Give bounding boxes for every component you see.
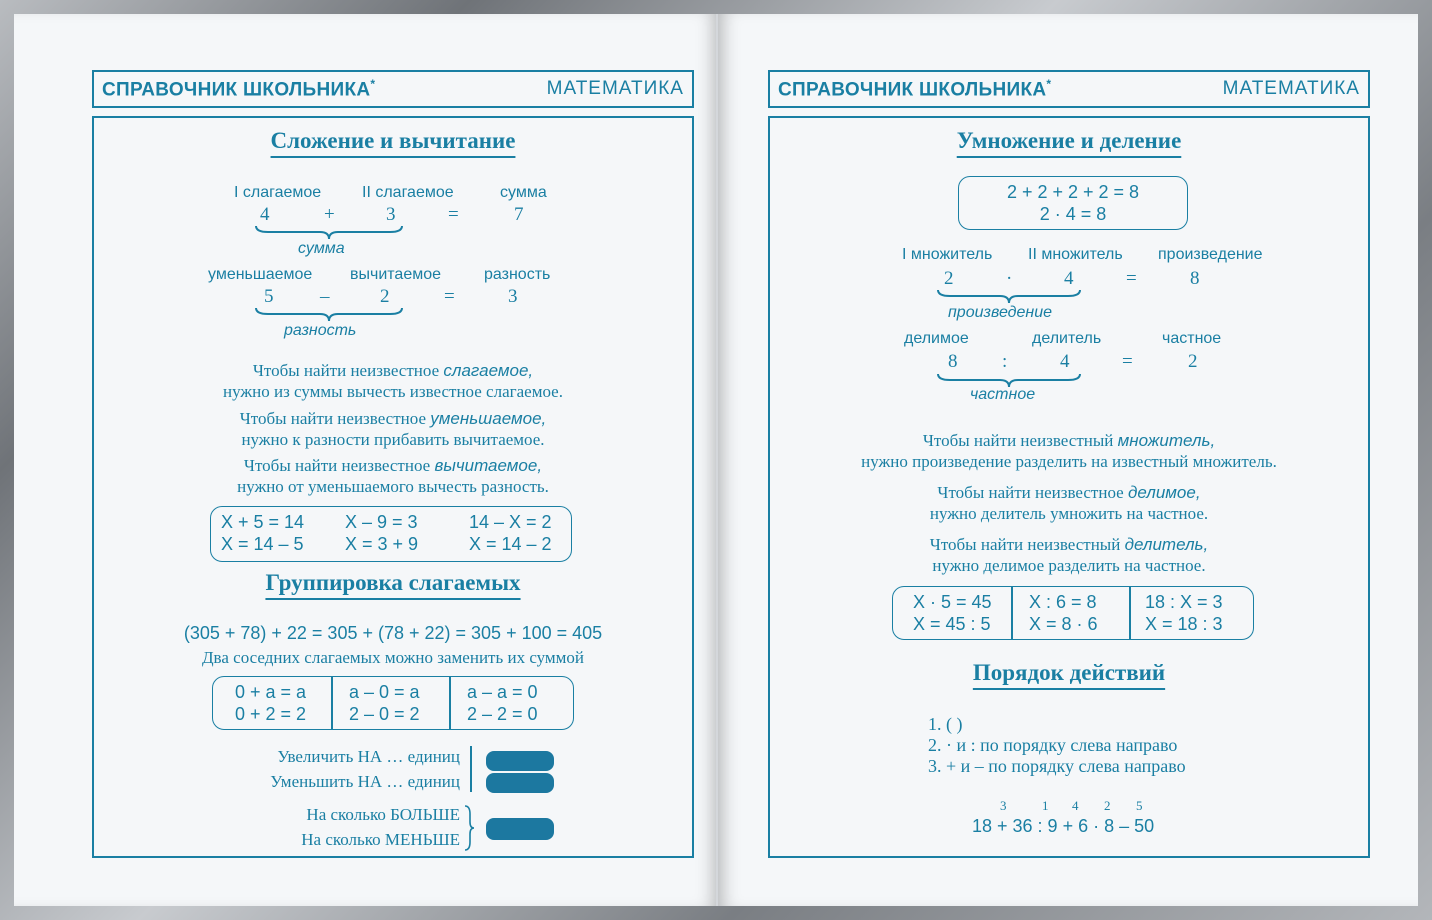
mul-b: 4 <box>1064 268 1074 289</box>
grouping-note: Два соседних слагаемых можно заменить их суммой <box>201 648 585 667</box>
increase-text: Увеличить НА … единиц <box>277 747 460 766</box>
div-example-1: X · 5 = 45 X = 45 : 5 <box>913 592 992 634</box>
order-mark-2: 1 <box>1042 798 1049 813</box>
order-step-3: 3. + и – по порядку слева направо <box>928 756 1186 776</box>
property-1: 0 + a = a 0 + 2 = 2 <box>235 682 307 724</box>
product-brace <box>936 288 1082 304</box>
left-page <box>14 14 718 906</box>
divider <box>331 677 333 729</box>
property-3: a – a = 0 2 – 2 = 0 <box>467 682 538 724</box>
div-example-3: 18 : X = 3 X = 18 : 3 <box>1145 592 1223 634</box>
order-example: 18 + 36 : 9 + 6 · 8 – 50 <box>972 816 1155 836</box>
divisor-label: делитель <box>1032 330 1102 347</box>
left-content-frame <box>92 116 694 858</box>
div-a: 8 <box>948 351 958 372</box>
div-op: : <box>1002 351 1008 372</box>
factor2-label: II множитель <box>1028 246 1123 263</box>
difference-brace-label: разность <box>284 322 357 339</box>
right-page <box>718 14 1418 906</box>
add-b: 3 <box>386 204 396 225</box>
sum-brace-label: сумма <box>298 240 345 257</box>
example-3: 14 – X = 2 X = 14 – 2 <box>469 512 552 554</box>
add-op: + <box>324 204 335 225</box>
add-eq: = <box>448 204 459 225</box>
right-header <box>768 70 1370 108</box>
multiplication-title: Умножение и деление <box>956 128 1182 153</box>
subtrahend-label: вычитаемое <box>350 266 442 283</box>
add-result: 7 <box>514 204 524 225</box>
sub-result: 3 <box>508 286 518 307</box>
increase-pill <box>486 751 554 771</box>
dividend-label: делимое <box>904 330 969 347</box>
header-title: СПРАВОЧНИК ШКОЛЬНИКА* <box>102 76 376 101</box>
curly-brace <box>462 804 476 852</box>
grouping-formula: (305 + 78) + 22 = 305 + (78 + 22) = 305 + 100 = 405 <box>183 623 603 643</box>
property-2: a – 0 = a 2 – 0 = 2 <box>349 682 420 724</box>
product-brace-label: произведение <box>948 304 1052 321</box>
difference-label: разность <box>484 266 551 283</box>
compare-pill <box>486 818 554 840</box>
header-subject: МАТЕМАТИКА <box>546 78 684 99</box>
addend1-label: I слагаемое <box>234 184 322 201</box>
decrease-text: Уменьшить НА … единиц <box>270 772 460 791</box>
decrease-pill <box>486 773 554 793</box>
order-step-1: 1. ( ) <box>928 714 963 734</box>
order-mark-3: 4 <box>1072 798 1079 813</box>
div-b: 4 <box>1060 351 1070 372</box>
divider <box>1011 587 1013 639</box>
rule-addend: Чтобы найти неизвестное слагаемое, нужно из суммы вычесть известное слагаемое. <box>223 361 563 401</box>
left-header <box>92 70 694 108</box>
how-many-less-text: На сколько МЕНЬШЕ <box>301 830 460 849</box>
sum-brace <box>254 224 404 240</box>
order-step-2: 2. · и : по порядку слева направо <box>928 735 1178 755</box>
product-label: произведение <box>1158 246 1263 263</box>
divider <box>449 677 451 729</box>
sub-b: 2 <box>380 286 390 307</box>
rule-subtrahend: Чтобы найти неизвестное вычитаемое, нужно от уменьшаемого вычесть разность. <box>237 456 549 496</box>
order-title: Порядок действий <box>972 660 1166 685</box>
div-result: 2 <box>1188 351 1198 372</box>
how-many-more-text: На сколько БОЛЬШЕ <box>306 805 460 824</box>
rule-factor: Чтобы найти неизвестный множитель, нужно произведение разделить на известный множитель. <box>861 431 1277 471</box>
bracket <box>470 746 472 792</box>
order-mark-4: 2 <box>1104 798 1111 813</box>
div-example-2: X : 6 = 8 X = 8 · 6 <box>1029 592 1098 634</box>
examples-box <box>210 506 572 562</box>
repeated-sum: 2 + 2 + 2 + 2 = 8 2 · 4 = 8 <box>1006 182 1140 224</box>
header-title: СПРАВОЧНИК ШКОЛЬНИКА* <box>778 76 1052 101</box>
difference-brace <box>254 306 404 322</box>
mul-op: · <box>1006 268 1013 289</box>
order-mark-5: 5 <box>1136 798 1143 813</box>
addend2-label: II слагаемое <box>362 184 454 201</box>
minuend-label: уменьшаемое <box>208 266 313 283</box>
rule-dividend: Чтобы найти неизвестное делимое, нужно делитель умножить на частное. <box>929 483 1209 523</box>
sub-a: 5 <box>264 286 274 307</box>
header-subject: МАТЕМАТИКА <box>1222 78 1360 99</box>
order-mark-1: 3 <box>1000 798 1007 813</box>
rule-divisor: Чтобы найти неизвестный делитель, нужно делимое разделить на частное. <box>929 535 1209 575</box>
sub-op: – <box>320 286 330 307</box>
rule-minuend: Чтобы найти неизвестное уменьшаемое, нужно к разности прибавить вычитаемое. <box>239 409 547 449</box>
sub-eq: = <box>444 286 455 307</box>
add-a: 4 <box>260 204 270 225</box>
mul-eq: = <box>1126 268 1137 289</box>
div-examples-box <box>892 586 1254 640</box>
divider <box>1129 587 1131 639</box>
mul-result: 8 <box>1190 268 1200 289</box>
quotient-label: частное <box>1162 330 1222 347</box>
div-eq: = <box>1122 351 1133 372</box>
addition-title: Сложение и вычитание <box>270 128 516 153</box>
right-content-frame <box>768 116 1370 858</box>
factor1-label: I множитель <box>902 246 993 263</box>
properties-box <box>212 676 574 730</box>
quotient-brace-label: частное <box>970 386 1036 403</box>
example-2: X – 9 = 3 X = 3 + 9 <box>345 512 419 554</box>
grouping-title: Группировка слагаемых <box>265 570 521 595</box>
order-list <box>928 714 1186 777</box>
example-1: X + 5 = 14 X = 14 – 5 <box>221 512 305 554</box>
sum-product-box <box>958 176 1188 230</box>
mul-a: 2 <box>944 268 954 289</box>
sum-label: сумма <box>500 184 547 201</box>
